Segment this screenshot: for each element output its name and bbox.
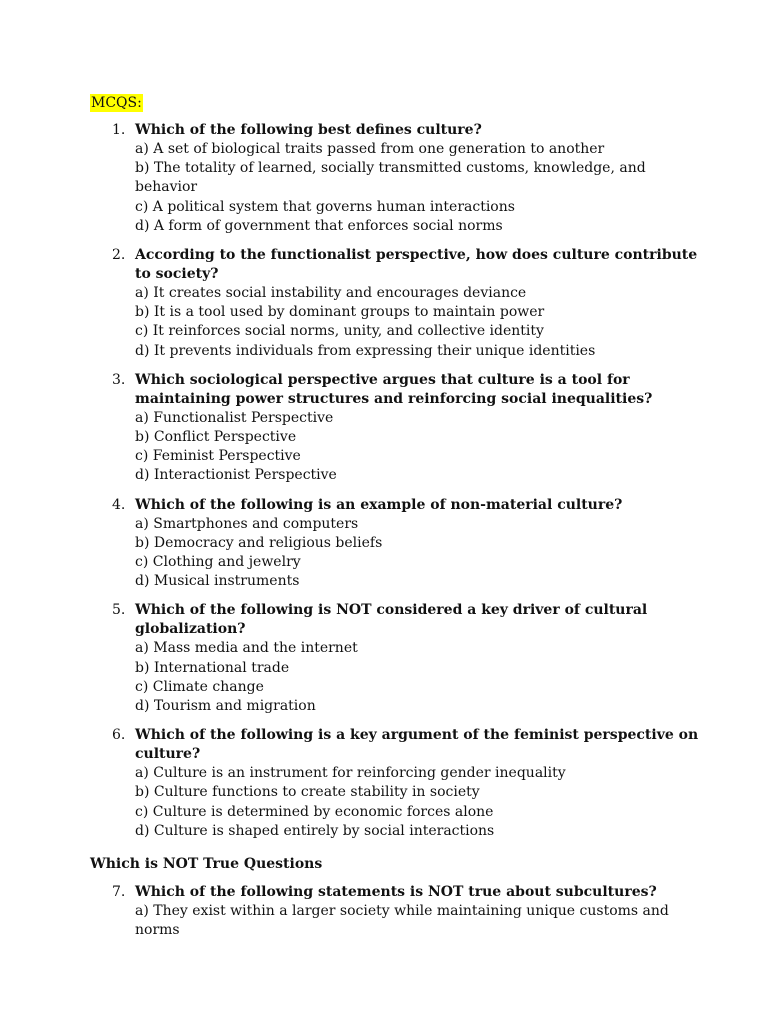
question-text: According to the functionalist perspective, how does culture contribute to society? [135,247,698,283]
question-number: 1. [112,122,126,138]
answer-option: b) The totality of learned, socially transmitted customs, knowledge, and behavior [135,160,646,196]
question-item [90,726,708,841]
question-item [90,246,708,361]
question-item [90,496,708,592]
question-text: Which of the following best defines culture? [135,122,482,138]
answer-option: b) Conflict Perspective [135,429,297,446]
answer-option: a) It creates social instability and encourages deviance [135,285,527,302]
question-number: 6. [112,727,126,744]
question-text: Which of the following statements is NOT true about subcultures? [135,884,657,901]
answer-option: c) A political system that governs human interactions [135,198,515,215]
answer-option: c) Climate change [135,678,264,695]
question-number: 4. [112,496,126,513]
answer-option: b) Culture functions to create stability in society [135,784,480,801]
answer-option: b) Democracy and religious beliefs [135,534,383,551]
question-text: Which sociological perspective argues that culture is a tool for maintaining power structures and reinforcing social inequalities? [135,371,653,407]
answer-option: d) Musical instruments [135,573,300,590]
answer-option: d) Tourism and migration [135,698,316,715]
answer-option: a) Functionalist Perspective [135,409,334,426]
mcq-list [90,121,708,841]
question-item [90,601,708,716]
answer-option: d) It prevents individuals from expressing their unique identities [135,342,596,359]
answer-option: c) Clothing and jewelry [135,554,301,571]
answer-option: b) International trade [135,659,290,676]
question-text: Which of the following is a key argument of the feminist perspective on culture? [135,727,699,763]
question-item [90,883,708,940]
answer-option: c) Culture is determined by economic forces alone [135,803,494,820]
question-number: 3. [112,371,126,388]
answer-option: c) Feminist Perspective [135,448,301,465]
question-number: 2. [112,247,126,264]
answer-option: d) A form of government that enforces social norms [135,217,503,234]
answer-option: b) It is a tool used by dominant groups to maintain power [135,304,545,321]
answer-option: c) It reinforces social norms, unity, and collective identity [135,323,544,340]
answer-option: a) Mass media and the internet [135,640,358,657]
mcqs-heading: MCQS: [91,95,142,111]
question-number: 5. [112,602,126,619]
question-text: Which of the following is an example of non-material culture? [135,496,623,513]
not-true-list [90,883,708,940]
answer-option: a) A set of biological traits passed from one generation to another [135,141,605,157]
answer-option: d) Interactionist Perspective [135,467,337,484]
question-item [90,121,708,236]
question-number: 7. [112,884,126,901]
answer-option: a) Culture is an instrument for reinforcing gender inequality [135,765,566,782]
answer-option: d) Culture is shaped entirely by social interactions [135,822,495,839]
answer-option: a) They exist within a larger society while maintaining unique customs and norms [135,903,669,939]
question-item [90,371,708,486]
question-text: Which of the following is NOT considered a key driver of cultural globalization? [135,602,648,638]
not-true-heading: Which is NOT True Questions [90,856,323,873]
answer-option: a) Smartphones and computers [135,515,359,532]
